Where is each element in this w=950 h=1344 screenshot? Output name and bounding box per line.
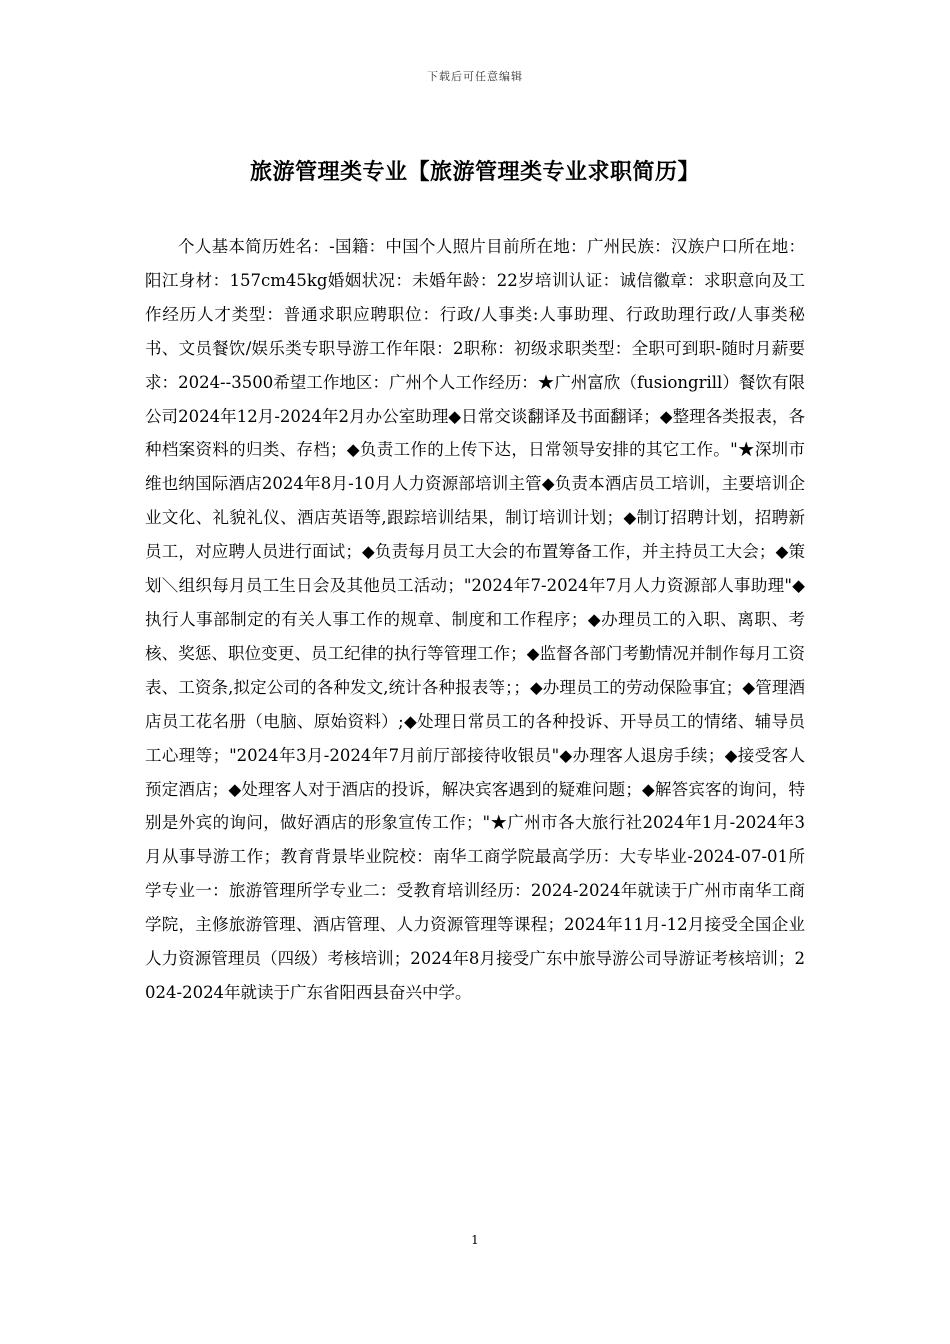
page-number: 1 bbox=[471, 1233, 479, 1247]
document-title: 旅游管理类专业【旅游管理类专业求职简历】 bbox=[249, 159, 700, 185]
resume-body-paragraph: 个人基本简历姓名：-国籍：中国个人照片目前所在地：广州民族：汉族户口所在地：阳江身材：157cm45kg婚姻状况：未婚年龄：22岁培训认证：诚信徽章：求职意向及工作经历人才类型：普通求职应聘职位：行政/人事类:人事助理、行政助理行政/人事类秘书、文员餐饮/娱乐类专职导游工作年限：2职称：初级求职类型：全职可到职-随时月薪要求：2024--3500希望工作地区：广州个人工作经历：★广州富欣（fusiongrill）餐饮有限公司2024年12月-2024年2月办公室助理◆日常交谈翻译及书面翻译；◆整理各类报表，各种档案资料的归类、存档；◆负责工作的上传下达，日常领导安排的其它工作。"★深圳市维也纳国际酒店2024年8月-10月人力资源部培训主管◆负责本酒店员工培训，主要培训企业文化、礼貌礼仪、酒店英语等,跟踪培训结果，制订培训计划；◆制订招聘计划，招聘新员工，对应聘人员进行面试；◆负责每月员工大会的布置筹备工作，并主持员工大会；◆策划＼组织每月员工生日会及其他员工活动；"2024年7-2024年7月人力资源部人事助理"◆执行人事部制定的有关人事工作的规章、制度和工作程序；◆办理员工的入职、离职、考核、奖惩、职位变更、员工纪律的执行等管理工作；◆监督各部门考勤情况并制作每月工资表、工资条,拟定公司的各种发文,统计各种报表等；；◆办理员工的劳动保险事宜；◆管理酒店员工花名册（电脑、原始资料）;◆处理日常员工的各种投诉、开导员工的情绪、辅导员工心理等；"2024年3月-2024年7月前厅部接待收银员"◆办理客人退房手续；◆接受客人预定酒店；◆处理客人对于酒店的投诉，解决宾客遇到的疑难问题；◆解答宾客的询问，特别是外宾的询问，做好酒店的形象宣传工作；"★广州市各大旅行社2024年1月-2024年3月从事导游工作；教育背景毕业院校：南华工商学院最高学历：大专毕业-2024-07-01所学专业一：旅游管理所学专业二：受教育培训经历：2024-2024年就读于广州市南华工商学院，主修旅游管理、酒店管理、人力资源管理等课程；2024年11月-12月接受全国企业人力资源管理员（四级）考核培训；2024年8月接受广东中旅导游公司导游证考核培训；2024-2024年就读于广东省阳西县奋兴中学。 bbox=[145, 237, 805, 1002]
header-note: 下载后可任意编辑 bbox=[427, 70, 523, 83]
